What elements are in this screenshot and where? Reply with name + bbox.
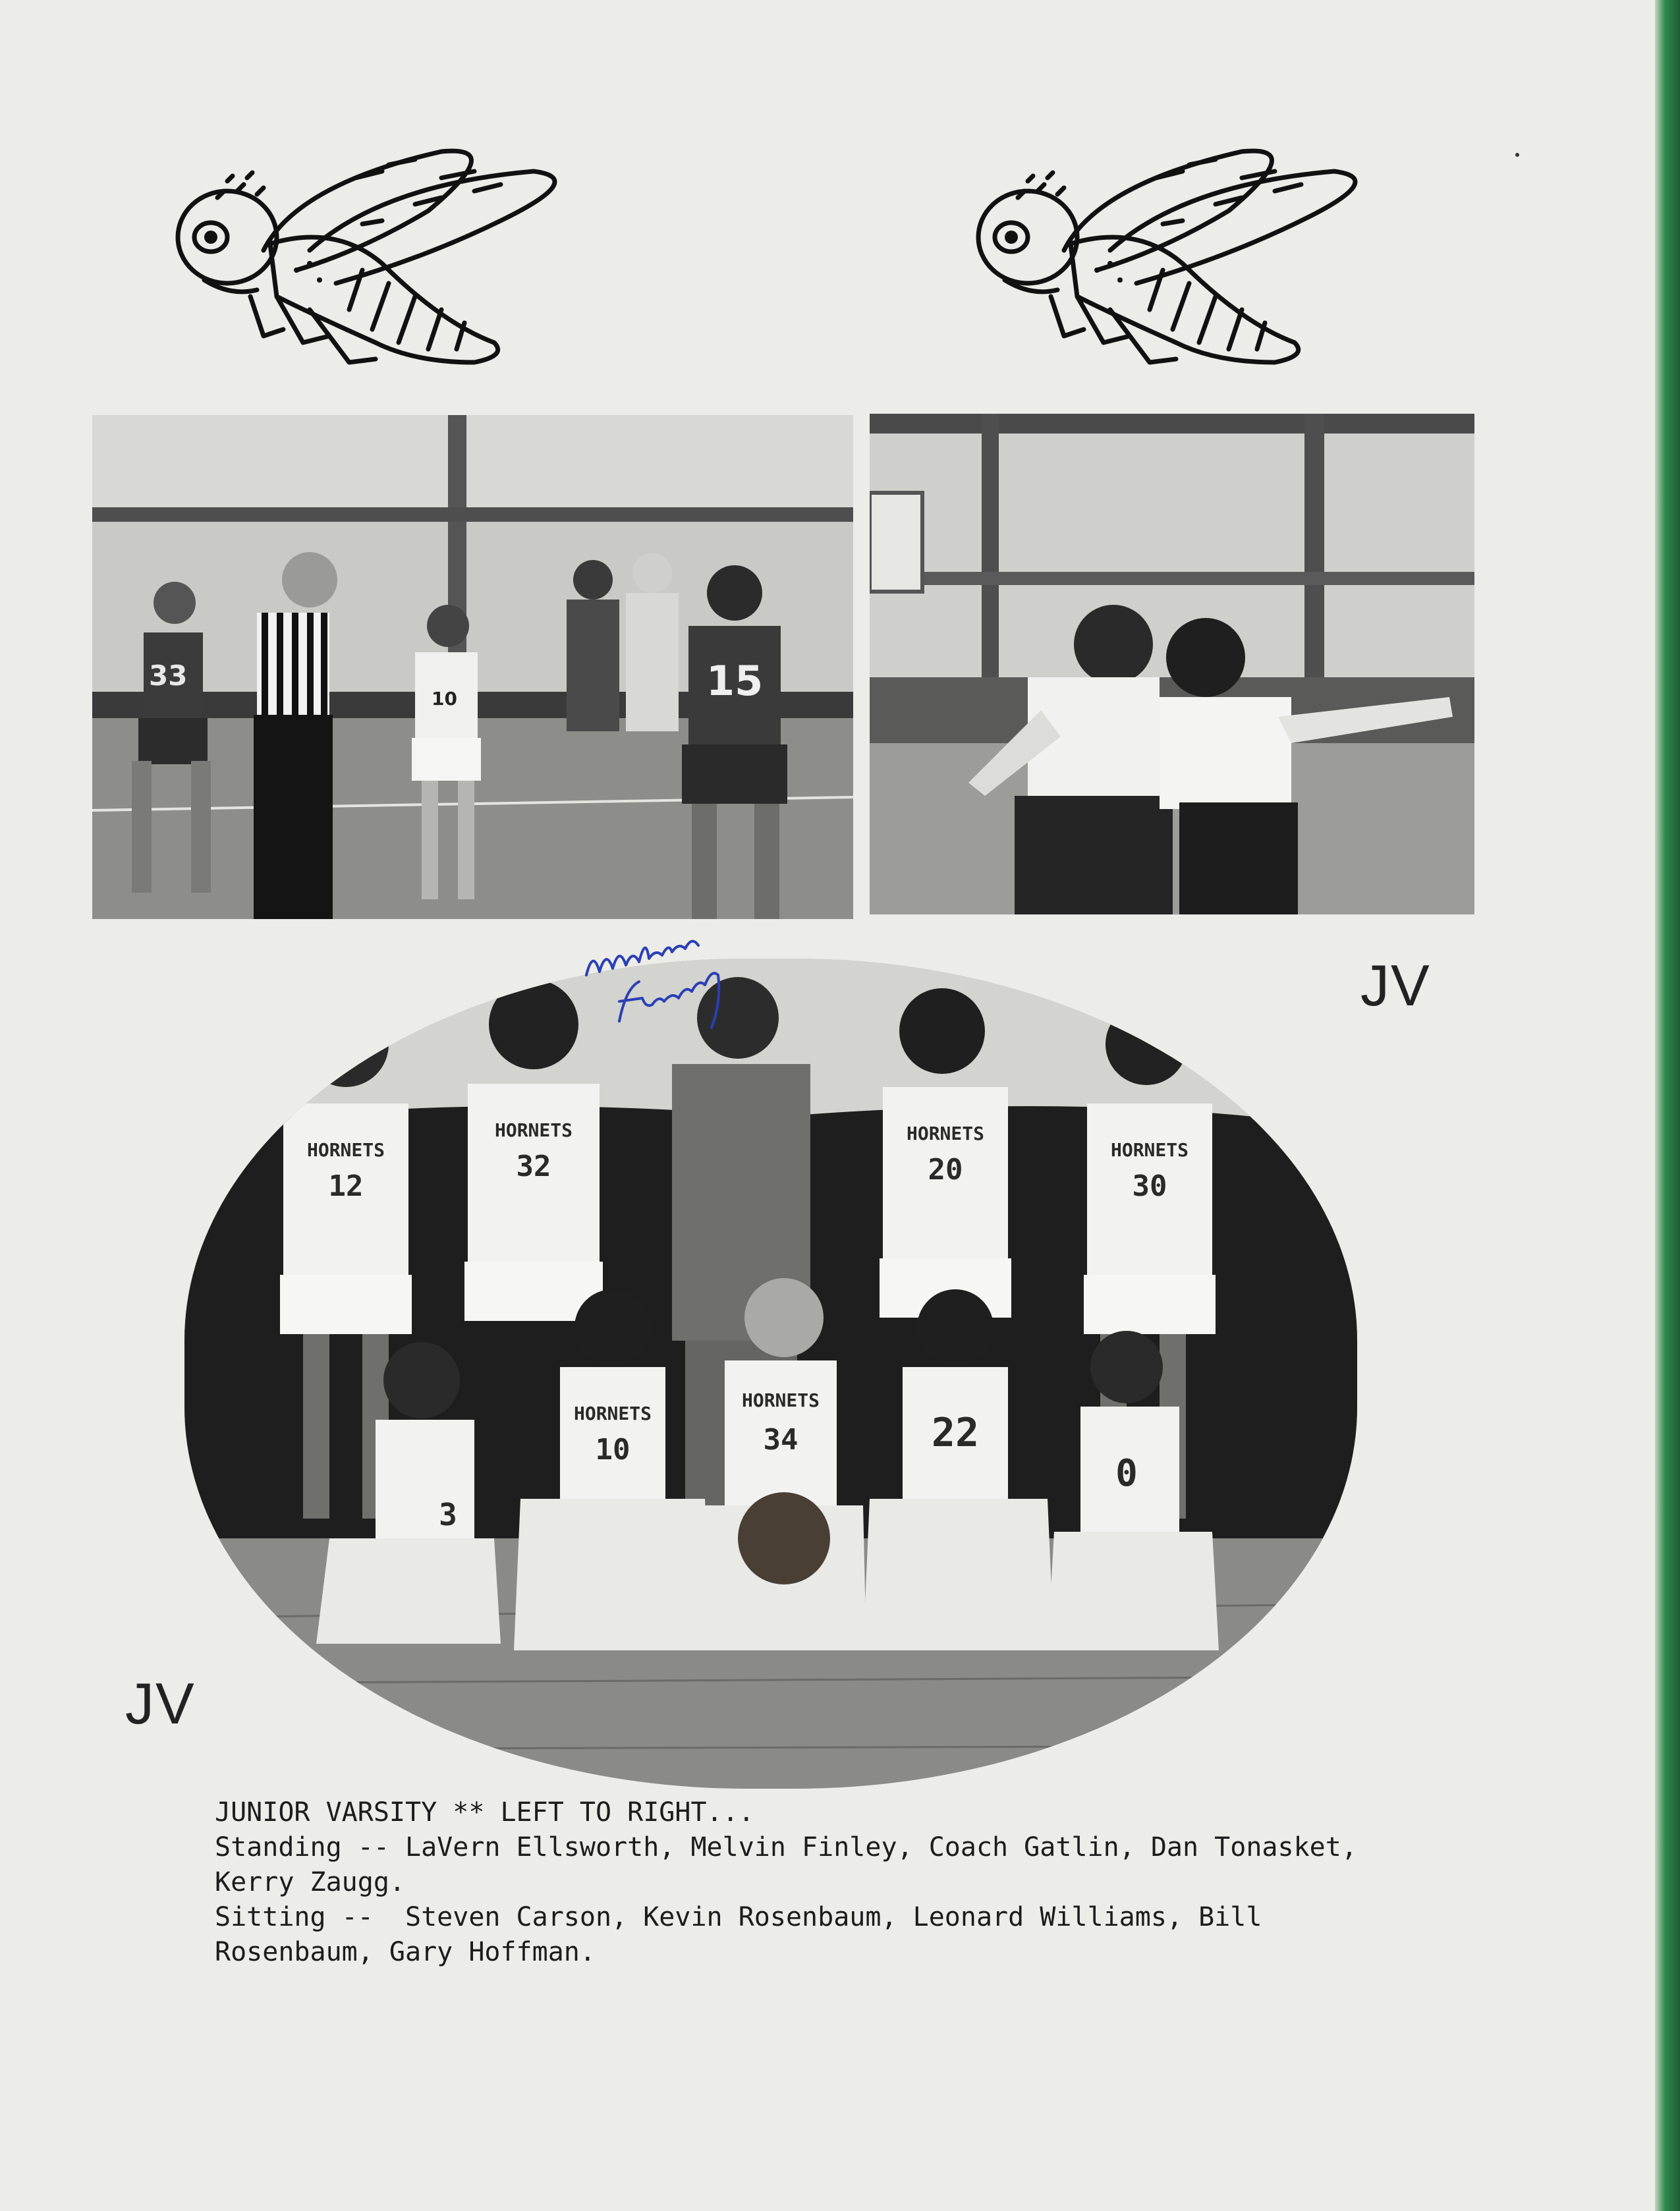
jersey-team: HORNETS <box>494 1119 573 1141</box>
caption-standing-line: Standing -- LaVern Ellsworth, Melvin Finley, Coach Gatlin, Dan Tonasket, <box>215 1832 1357 1862</box>
jersey-number: 20 <box>928 1153 963 1187</box>
game-action-photo <box>92 415 853 919</box>
jersey-number: 34 <box>763 1423 798 1457</box>
team-caption <box>215 1795 1467 1970</box>
binding-edge <box>1655 0 1680 2211</box>
jersey-number: 30 <box>1132 1169 1167 1203</box>
jersey-team: HORNETS <box>1110 1139 1189 1161</box>
jersey-number: 22 <box>931 1410 980 1456</box>
handwritten-signature <box>580 922 751 1041</box>
caption-heading: JUNIOR VARSITY ** LEFT TO RIGHT... <box>215 1797 754 1828</box>
hornet-mascot-left <box>165 138 613 389</box>
cheerleader-photo <box>870 414 1474 914</box>
jersey-number: 32 <box>516 1150 551 1183</box>
hornet-mascot-right <box>965 138 1413 389</box>
jersey-number: 3 <box>439 1497 457 1532</box>
caption-standing-cont: Kerry Zaugg. <box>215 1867 405 1897</box>
hornet-drawing <box>165 138 613 389</box>
team-photo <box>184 959 1357 1789</box>
jv-label-top: JV <box>1360 953 1431 1018</box>
jersey-team: HORNETS <box>741 1389 820 1411</box>
jersey-number: 15 <box>706 657 764 705</box>
ink-speck <box>1515 153 1519 157</box>
caption-sitting-cont: Rosenbaum, Gary Hoffman. <box>215 1937 596 1967</box>
jersey-number: 10 <box>432 688 457 710</box>
hornet-drawing <box>965 138 1413 389</box>
jersey-team: HORNETS <box>306 1139 385 1161</box>
jersey-team: HORNETS <box>906 1123 985 1144</box>
jersey-number: 10 <box>595 1433 630 1467</box>
jersey-team: HORNETS <box>573 1403 652 1424</box>
jersey-number: 33 <box>149 659 188 692</box>
jv-label-bottom: JV <box>125 1671 196 1736</box>
jersey-number: 0 <box>1115 1452 1138 1495</box>
caption-sitting-line: Sitting -- Steven Carson, Kevin Rosenbaum, Leonard Williams, Bill <box>215 1902 1262 1932</box>
jersey-number: 12 <box>328 1169 364 1203</box>
